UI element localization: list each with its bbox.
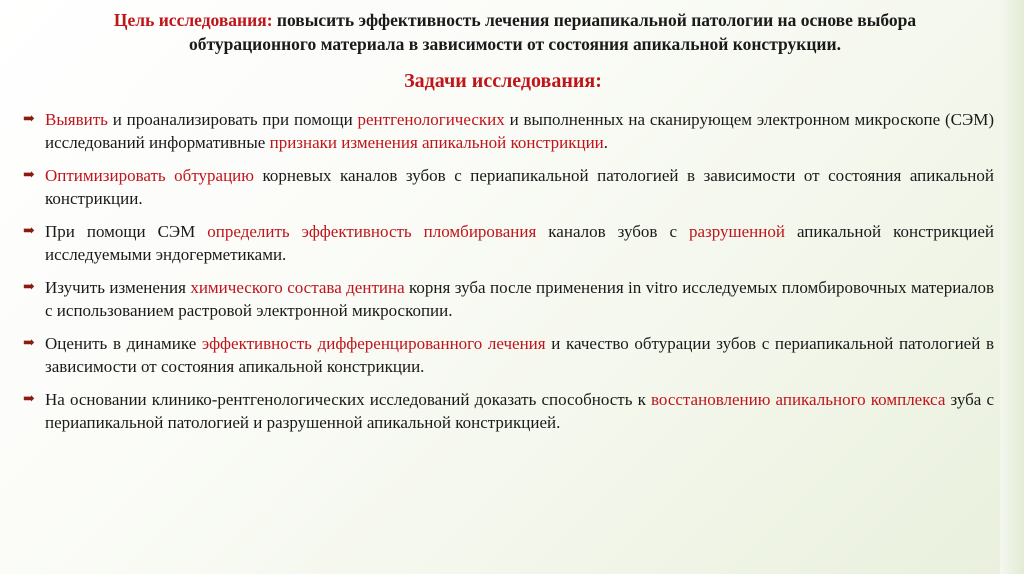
- task-text: каналов зубов с: [536, 222, 689, 241]
- task-text: При помощи СЭМ: [45, 222, 208, 241]
- highlighted-text: восстановлению апикального комплекса: [650, 390, 946, 409]
- task-text: корня зуба после применения in vitro исследуемых пломбировочных материалов с использованием растровой электронной микроскопии.: [45, 278, 994, 320]
- arrow-bullet-icon: ➡: [23, 392, 35, 407]
- task-item: [20, 276, 994, 322]
- task-text: .: [603, 133, 609, 152]
- research-goal: [60, 8, 970, 56]
- arrow-bullet-icon: ➡: [23, 224, 35, 239]
- arrow-bullet-icon: ➡: [23, 112, 35, 127]
- highlighted-text: Оптимизировать обтурацию: [45, 166, 254, 185]
- highlighted-text: эффективность дифференцированного лечения: [201, 334, 546, 353]
- task-text: зуба с периапикальной патологией и разрушенной апикальной констрикцией.: [45, 390, 994, 432]
- task-item: [20, 220, 994, 266]
- tasks-title: Задачи исследования:: [404, 70, 602, 92]
- task-text: Оценить в динамике: [45, 334, 202, 353]
- goal-text: повысить эффективность лечения периапикальной патологии на основе выбора обтурационного материала в зависимости от состояния апикальной конструкции.: [189, 10, 917, 54]
- arrow-bullet-icon: ➡: [23, 336, 35, 351]
- task-item: [20, 108, 994, 154]
- task-text: и выполненных на сканирующем электронном микроскопе (СЭМ) исследований информативные: [45, 110, 995, 152]
- highlighted-text: химического состава дентина: [190, 278, 405, 297]
- task-item: [20, 164, 994, 210]
- task-text: На основании клинико-рентгенологических исследований доказать способность к: [45, 390, 651, 409]
- task-text: корневых каналов зубов с периапикальной патологией в зависимости от состояния апикальной констрикции.: [45, 166, 994, 208]
- task-text: и качество обтурации зубов с периапикальной патологией в зависимости от состояния апикальной констрикции.: [45, 334, 994, 376]
- tasks-list: [20, 108, 994, 444]
- highlighted-text: рентгенологических: [357, 110, 505, 129]
- task-text: и проанализировать при помощи: [107, 110, 358, 129]
- task-text: Изучить изменения: [45, 278, 191, 297]
- goal-label: Цель исследования:: [113, 10, 273, 30]
- highlighted-text: разрушенной: [689, 222, 785, 241]
- highlighted-text: признаки изменения апикальной констрикции: [269, 133, 604, 152]
- task-item: [20, 332, 994, 378]
- arrow-bullet-icon: ➡: [23, 280, 35, 295]
- highlighted-text: определить эффективность пломбирования: [207, 222, 537, 241]
- task-text: апикальной констрикцией исследуемыми эндогерметиками.: [45, 222, 994, 264]
- highlighted-text: Выявить: [45, 110, 108, 129]
- arrow-bullet-icon: ➡: [23, 168, 35, 183]
- task-item: [20, 388, 994, 434]
